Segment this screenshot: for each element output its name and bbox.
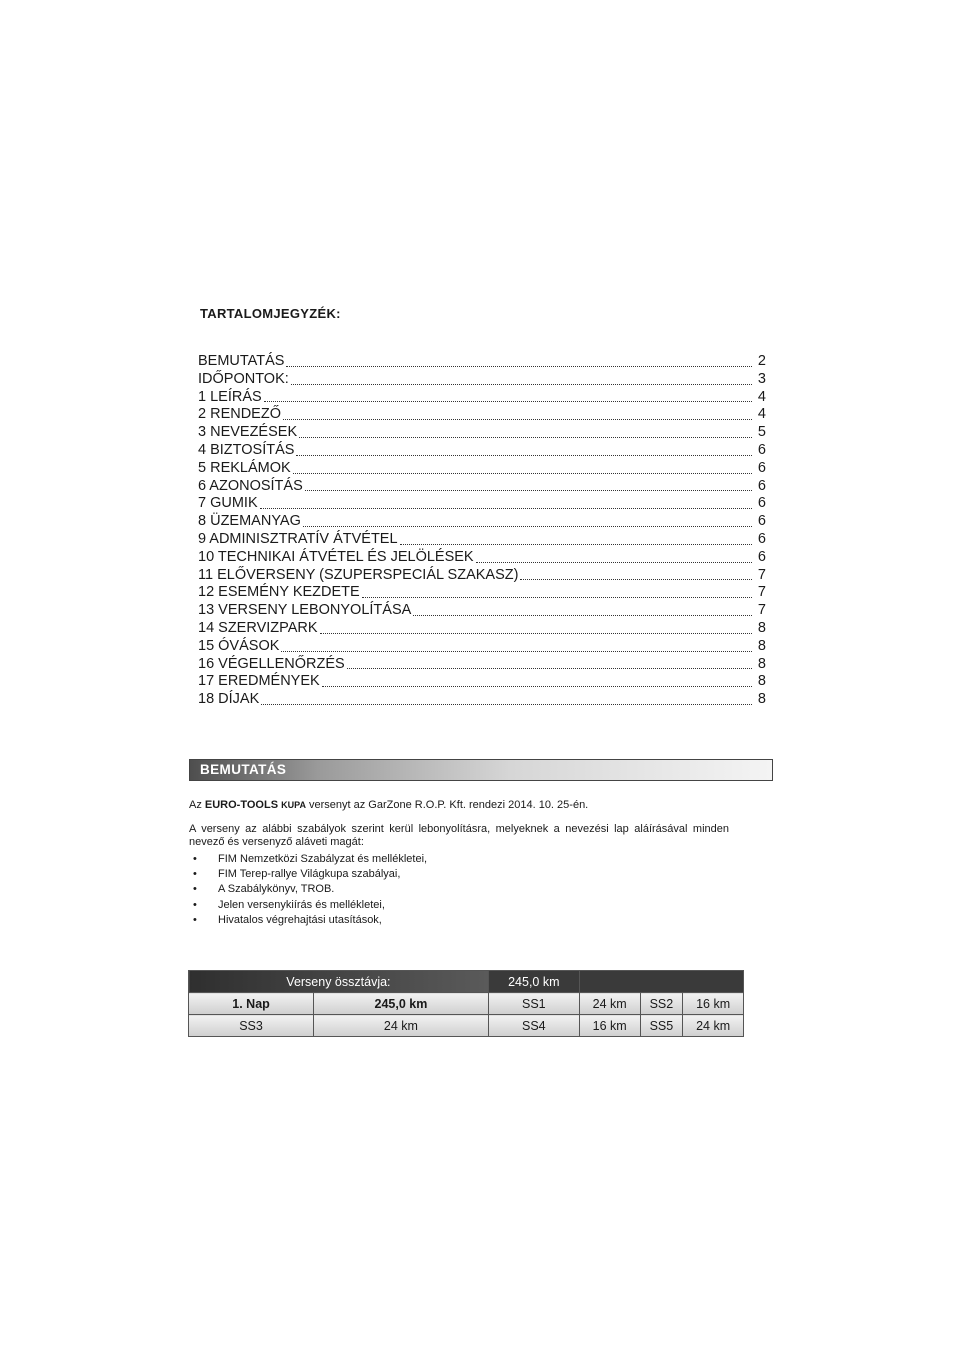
table-row xyxy=(189,993,744,1015)
toc-entry-label: IDŐPONTOK: xyxy=(198,370,289,387)
toc-entry-page: 6 xyxy=(757,495,766,512)
toc-entry-label: 14 SZERVIZPARK xyxy=(198,619,318,636)
list-item: • FIM Nemzetközi Szabályzat és mellékletei, xyxy=(193,852,427,867)
list-item: • A Szabálykönyv, TROB. xyxy=(193,882,427,897)
toc-leader-dots xyxy=(362,596,752,598)
table-cell: 1. Nap xyxy=(189,993,314,1015)
table-cell: 24 km xyxy=(683,1015,744,1037)
toc-entry-label: 2 RENDEZŐ xyxy=(198,406,281,423)
toc-entry-page: 8 xyxy=(757,637,766,654)
table-cell: 245,0 km xyxy=(314,993,489,1015)
table-row xyxy=(189,1015,744,1037)
toc-entry-page: 6 xyxy=(757,513,766,530)
toc-entry-page: 6 xyxy=(757,548,766,565)
intro-event-name: EURO-TOOLS xyxy=(204,799,282,811)
table-cell: SS4 xyxy=(488,1015,579,1037)
section-title: BEMUTATÁS xyxy=(200,762,287,777)
toc-entry-page: 3 xyxy=(757,370,766,387)
toc-entry xyxy=(198,442,766,460)
toc-entry xyxy=(198,460,766,478)
toc-entry xyxy=(198,673,766,691)
toc-leader-dots xyxy=(299,436,752,438)
toc-entry-label: 8 ÜZEMANYAG xyxy=(198,513,301,530)
toc-heading: TARTALOMJEGYZÉK: xyxy=(200,306,341,321)
rules-list xyxy=(193,852,427,928)
table-cell: SS5 xyxy=(640,1015,683,1037)
toc-entry xyxy=(198,513,766,531)
toc-entry-page: 6 xyxy=(757,459,766,476)
distance-table xyxy=(188,970,744,1037)
total-distance-label: Verseny össztávja: xyxy=(189,971,489,993)
toc-entry-label: BEMUTATÁS xyxy=(198,353,285,369)
section-header-bar xyxy=(189,759,773,781)
toc-leader-dots xyxy=(296,454,752,456)
toc-entry xyxy=(198,389,766,407)
toc-leader-dots xyxy=(320,632,752,634)
toc-entry-page: 8 xyxy=(757,673,766,690)
toc-entry xyxy=(198,567,766,585)
toc-entry-label: 4 BIZTOSÍTÁS xyxy=(198,441,295,458)
list-item: • Jelen versenykiírás és mellékletei, xyxy=(193,898,427,913)
toc-entry xyxy=(198,406,766,424)
toc-entry xyxy=(198,584,766,602)
toc-entry-label: 18 DÍJAK xyxy=(198,691,260,708)
toc-leader-dots xyxy=(260,507,752,509)
intro-kupa: KUPA xyxy=(281,800,306,810)
toc-leader-dots xyxy=(281,650,752,652)
intro-line xyxy=(189,799,769,811)
table-cell: 24 km xyxy=(579,993,640,1015)
toc-leader-dots xyxy=(283,418,752,420)
toc-entry-label: 11 ELŐVERSENY (SZUPERSPECIÁL SZAKASZ) xyxy=(198,566,519,583)
toc-entry-page: 7 xyxy=(757,602,766,619)
toc-entry xyxy=(198,353,766,371)
toc-entry-page: 6 xyxy=(757,477,766,494)
distance-total-row xyxy=(189,971,744,993)
rules-paragraph: A verseny az alábbi szabályok szerint kerül lebonyolításra, melyeknek a nevezési lap aláírásával minden nevező és versenyző aláveti magát: xyxy=(189,823,729,848)
toc-entry-page: 8 xyxy=(757,691,766,708)
toc-entry-page: 4 xyxy=(757,406,766,423)
toc-entry xyxy=(198,478,766,496)
table-cell: SS1 xyxy=(488,993,579,1015)
toc-entry-page: 8 xyxy=(757,619,766,636)
toc-leader-dots xyxy=(303,525,752,527)
table-cell: SS2 xyxy=(640,993,683,1015)
toc-leader-dots xyxy=(347,667,752,669)
toc-entry-page: 4 xyxy=(757,388,766,405)
toc-entry xyxy=(198,638,766,656)
total-distance-value: 245,0 km xyxy=(488,971,579,993)
table-cell: SS3 xyxy=(189,1015,314,1037)
list-item: • FIM Terep-rallye Világkupa szabályai, xyxy=(193,867,427,882)
toc-entry xyxy=(198,691,766,709)
toc-leader-dots xyxy=(291,383,752,385)
toc-entry xyxy=(198,495,766,513)
toc-entry-page: 7 xyxy=(757,566,766,583)
toc-leader-dots xyxy=(322,685,752,687)
table-cell: 16 km xyxy=(683,993,744,1015)
intro-prefix: Az xyxy=(189,799,205,811)
toc-entry xyxy=(198,371,766,389)
toc-leader-dots xyxy=(264,400,752,402)
toc-leader-dots xyxy=(520,578,752,580)
toc-entry-page: 7 xyxy=(757,584,766,601)
toc-entry-label: 12 ESEMÉNY KEZDETE xyxy=(198,584,360,601)
toc-entry xyxy=(198,549,766,567)
toc-leader-dots xyxy=(293,472,752,474)
toc-entry-label: 13 VERSENY LEBONYOLÍTÁSA xyxy=(198,602,412,619)
table-cell: 24 km xyxy=(314,1015,489,1037)
toc-entry-page: 2 xyxy=(757,353,766,369)
toc-entry-label: 7 GUMIK xyxy=(198,495,258,512)
toc-leader-dots xyxy=(400,543,752,545)
toc-entry-label: 9 ADMINISZTRATÍV ÁTVÉTEL xyxy=(198,530,398,547)
toc-entry xyxy=(198,620,766,638)
toc-leader-dots xyxy=(413,614,752,616)
toc-entry-label: 1 LEÍRÁS xyxy=(198,388,262,405)
toc-entry-label: 17 EREDMÉNYEK xyxy=(198,673,320,690)
intro-suffix: versenyt az GarZone R.O.P. Kft. rendezi 2014. 10. 25-én. xyxy=(305,799,589,811)
toc-entry-label: 3 NEVEZÉSEK xyxy=(198,424,298,441)
table-cell: 16 km xyxy=(579,1015,640,1037)
toc-entry xyxy=(198,424,766,442)
toc-leader-dots xyxy=(305,489,752,491)
toc-entry-page: 5 xyxy=(757,424,766,441)
table-of-contents xyxy=(198,353,766,709)
toc-leader-dots xyxy=(476,561,752,563)
toc-entry-page: 6 xyxy=(757,441,766,458)
toc-entry-page: 6 xyxy=(757,530,766,547)
toc-leader-dots xyxy=(261,703,752,705)
toc-entry-label: 6 AZONOSÍTÁS xyxy=(198,477,303,494)
toc-entry-label: 5 REKLÁMOK xyxy=(198,459,291,476)
toc-entry-page: 8 xyxy=(757,655,766,672)
toc-entry-label: 10 TECHNIKAI ÁTVÉTEL ÉS JELÖLÉSEK xyxy=(198,548,474,565)
toc-entry-label: 16 VÉGELLENŐRZÉS xyxy=(198,655,345,672)
list-item: • Hivatalos végrehajtási utasítások, xyxy=(193,913,427,928)
toc-entry xyxy=(198,531,766,549)
toc-entry xyxy=(198,602,766,620)
toc-entry xyxy=(198,656,766,674)
toc-entry-label: 15 ÓVÁSOK xyxy=(198,637,280,654)
toc-leader-dots xyxy=(286,365,752,367)
header-filler xyxy=(579,971,743,993)
